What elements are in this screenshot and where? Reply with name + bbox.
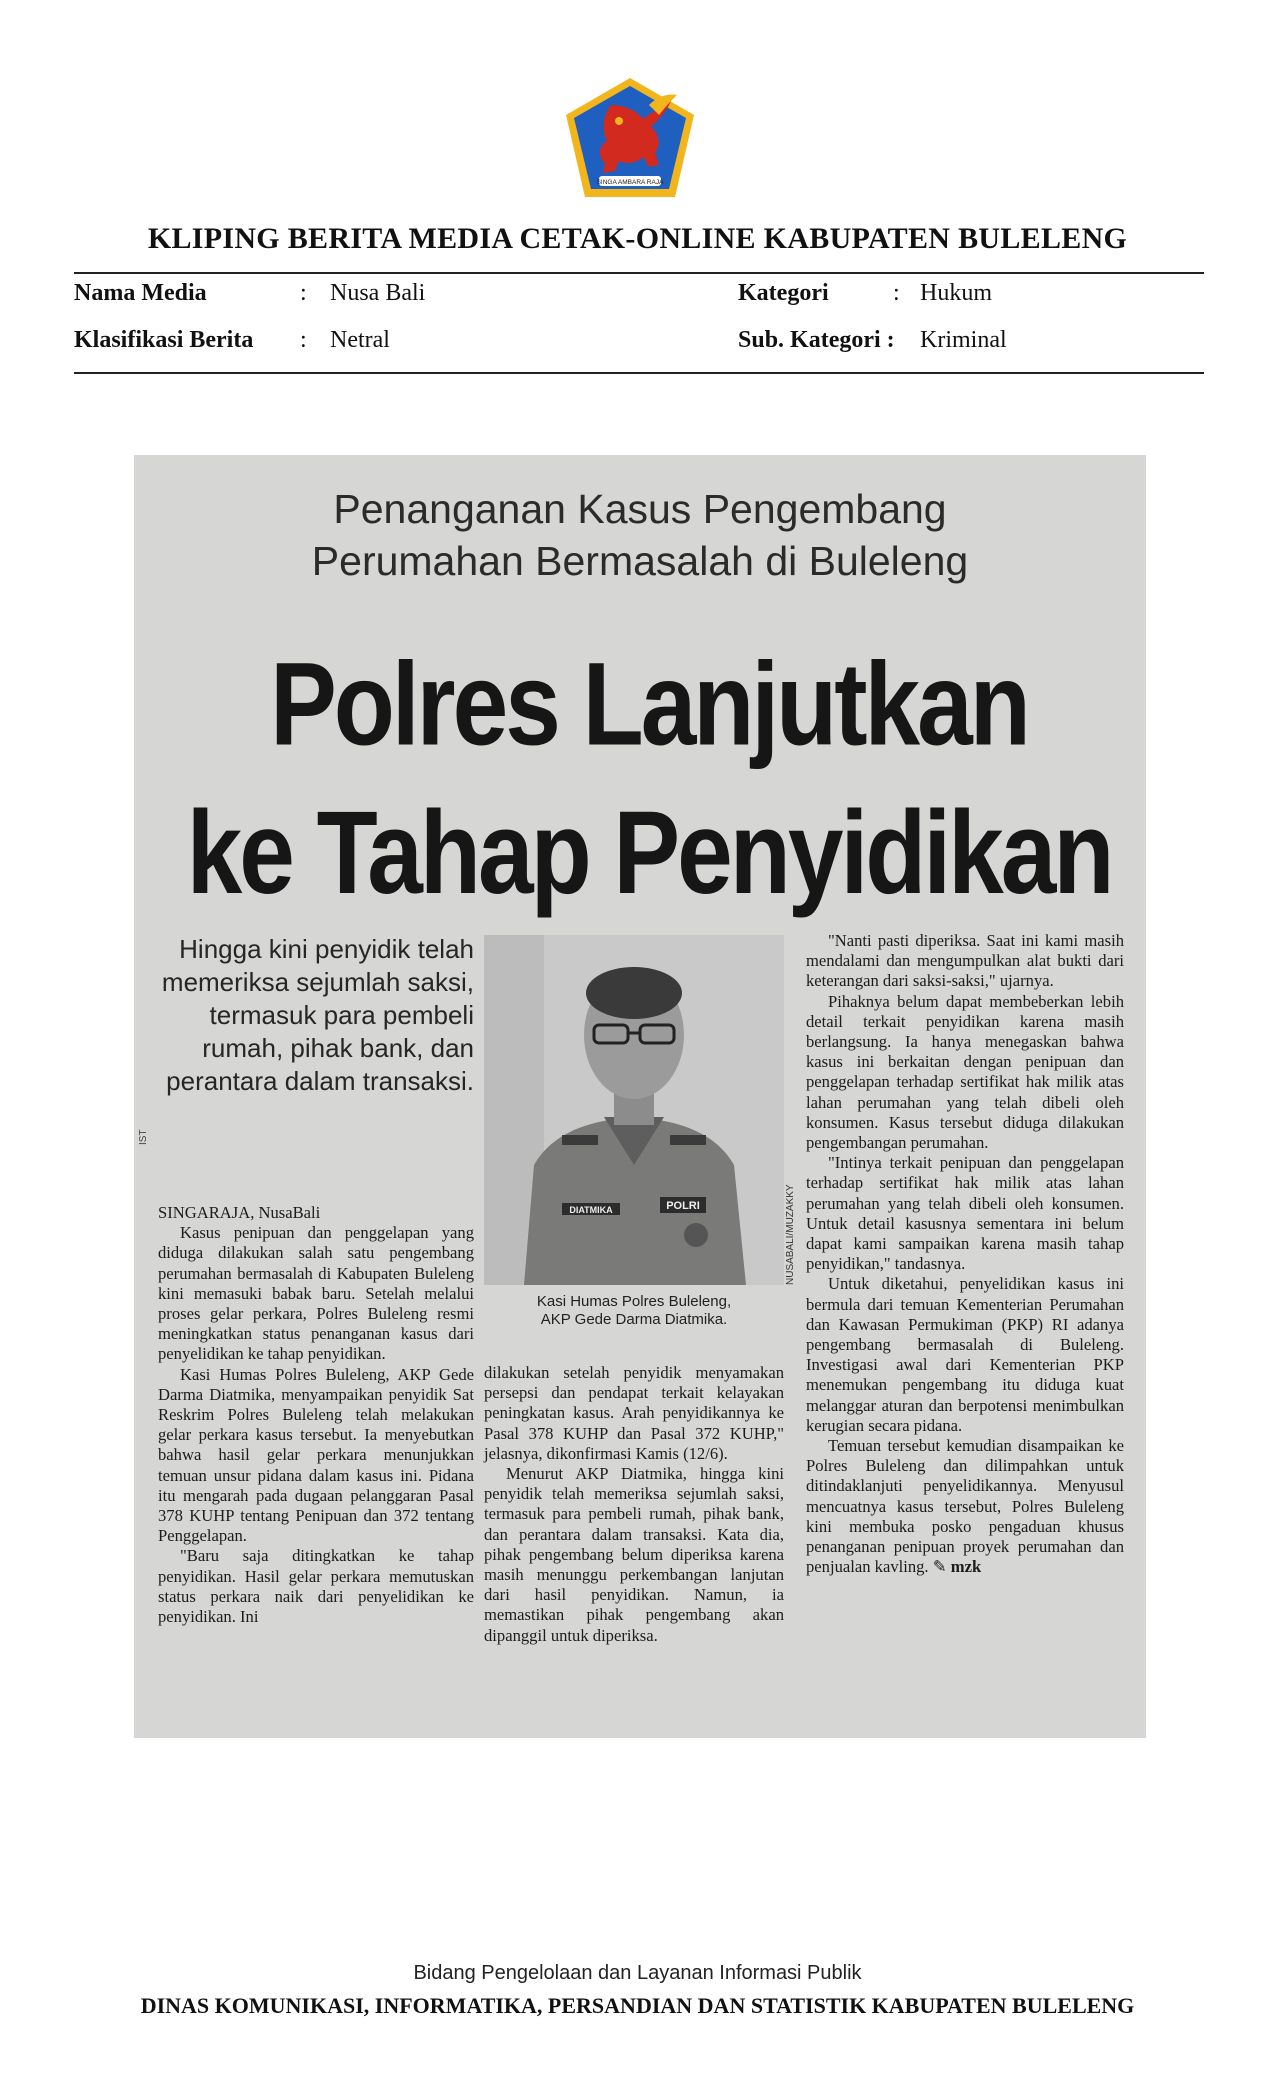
col2-paragraph-1: dilakukan setelah penyidik menyamakan persepsi dan pendapat terkait kelayakan peningkatan kasus. Arah penyidikannya ke Pasal 378 KUHP dan Pasal 372 KUHP," jelasnya, dikonfirmasi Kamis (12/6). bbox=[484, 1363, 784, 1463]
dateline: SINGARAJA, NusaBali bbox=[158, 1203, 321, 1222]
svg-text:POLRI: POLRI bbox=[666, 1200, 700, 1212]
article-kicker bbox=[134, 483, 1146, 587]
klasifikasi-value: Netral bbox=[330, 327, 390, 353]
col3-paragraph-3: "Intinya terkait penipuan dan penggelapan terhadap sertifikat hak milik atas lahan perumahan yang telah dibeli oleh konsumen. Untuk detail kasusnya sementara ini belum dapat kami sampaikan karena masih tahap penyidikan," tandasnya. bbox=[806, 1153, 1124, 1274]
svg-text:SINGA AMBARA RAJA: SINGA AMBARA RAJA bbox=[596, 179, 664, 186]
document-title: KLIPING BERITA MEDIA CETAK-ONLINE KABUPATEN BULELENG bbox=[147, 222, 1128, 255]
nama-media-value: Nusa Bali bbox=[330, 280, 426, 306]
kicker-line-1: Penanganan Kasus Pengembang bbox=[333, 486, 947, 532]
article-column-3 bbox=[806, 931, 1124, 1578]
headline-line-2: ke Tahap Penyidikan bbox=[186, 786, 1112, 920]
col3-paragraph-5-text: Temuan tersebut kemudian disampaikan ke Polres Buleleng dan dilimpahkan untuk ditindaklanjuti penyelidikannya. Menyusul mencuatnya kasus tersebut, Polres Buleleng kini membuka posko pengaduan khusus penanganan penipuan proyek perumahan dan penjualan kavling. bbox=[806, 1436, 1124, 1577]
nama-media-label: Nama Media bbox=[74, 280, 207, 306]
writer-icon: ✎ bbox=[932, 1557, 947, 1577]
caption-line-2: AKP Gede Darma Diatmika. bbox=[540, 1311, 728, 1328]
ist-label: IST bbox=[138, 1129, 149, 1145]
article-column-2 bbox=[484, 1363, 784, 1646]
svg-text:DIATMIKA: DIATMIKA bbox=[569, 1205, 613, 1215]
kicker-line-2: Perumahan Bermasalah di Buleleng bbox=[311, 538, 969, 584]
footer-department: Bidang Pengelolaan dan Layanan Informasi Publik bbox=[413, 1962, 862, 1984]
col1-paragraph-1: Kasus penipuan dan penggelapan yang diduga dilakukan salah satu pengembang perumahan bermasalah di Kabupaten Buleleng kini memasuki babak baru. Setelah melalui proses gelar perkara, Polres Buleleng resmi meningkatkan status penanganan kasus dari penyelidikan ke tahap penyidikan. bbox=[158, 1223, 474, 1364]
sub-kategori-value: Kriminal bbox=[920, 327, 1007, 353]
col3-paragraph-1: "Nanti pasti diperiksa. Saat ini kami masih mendalami dan mengumpulkan alat bukti dari keterangan dari saksi-saksi," ujarnya. bbox=[806, 931, 1124, 991]
col1-paragraph-2: Kasi Humas Polres Buleleng, AKP Gede Darma Diatmika, menyampaikan penyidik Sat Reskrim Polres Buleleng telah melakukan gelar perkara kasus tersebut. Ia menyebutkan bahwa hasil gelar perkara menunjukkan temuan unsur pidana dalam kasus ini. Pidana itu mengarah pada dugaan pelanggaran Pasal 378 KUHP tentang Penipuan dan 372 tentang Penggelapan. bbox=[158, 1364, 474, 1546]
article-headline bbox=[154, 630, 1144, 927]
top-rule bbox=[74, 272, 1204, 274]
headline-line-1: Polres Lanjutkan bbox=[270, 638, 1028, 771]
bottom-rule bbox=[74, 372, 1204, 374]
col3-paragraph-2: Pihaknya belum dapat membeberkan lebih detail terkait penyidikan karena masih berlangsung. Ia hanya menegaskan bahwa kasus ini berkaitan dengan penipuan dan penggelapan terhadap sertifikat hak milik atas lahan perumahan yang telah dibeli oleh konsumen. Kasus tersebut diduga dilakukan pengembangan perumahan. bbox=[806, 991, 1124, 1153]
officer-portrait-icon bbox=[484, 935, 784, 1285]
officer-photo bbox=[484, 935, 784, 1285]
kategori-colon: : bbox=[893, 280, 900, 306]
caption-line-1: Kasi Humas Polres Buleleng, bbox=[536, 1293, 732, 1310]
footer-agency: DINAS KOMUNIKASI, INFORMATIKA, PERSANDIAN DAN STATISTIK KABUPATEN BULELENG bbox=[140, 1993, 1135, 2018]
klasifikasi-colon: : bbox=[300, 327, 307, 353]
newspaper-clipping bbox=[134, 455, 1146, 1738]
nama-media-colon: : bbox=[300, 280, 307, 306]
kategori-value: Hukum bbox=[920, 280, 992, 306]
singa-ambara-raja-logo-icon bbox=[563, 75, 697, 201]
photo-credit: NUSABALI/MUZAKKY bbox=[785, 1184, 796, 1285]
klasifikasi-label: Klasifikasi Berita bbox=[74, 327, 254, 353]
author-signature: mzk bbox=[950, 1557, 982, 1577]
sub-kategori-label: Sub. Kategori : bbox=[738, 327, 895, 353]
col1-paragraph-3: "Baru saja ditingkatkan ke tahap penyidikan. Hasil gelar perkara memutuskan status perkara naik dari penyelidikan ke penyidikan. Ini bbox=[158, 1546, 474, 1627]
col2-paragraph-2: Menurut AKP Diatmika, hingga kini penyidik telah memeriksa sejumlah saksi, termasuk para pembeli rumah, pihak bank, dan perantara dalam transaksi. Kata dia, pihak pengembang belum diperiksa karena masih menunggu perkembangan lanjutan dari hasil penyidikan. Namun, ia memastikan pihak pengembang akan dipanggil untuk diperiksa. bbox=[484, 1464, 784, 1645]
photo-caption bbox=[484, 1293, 784, 1329]
article-column-1 bbox=[158, 1203, 474, 1627]
article-lead: Hingga kini penyidik telah memeriksa sejumlah saksi, termasuk para pembeli rumah, pihak bank, dan perantara dalam transaksi. bbox=[161, 934, 474, 1096]
col3-paragraph-4: Untuk diketahui, penyelidikan kasus ini bermula dari temuan Kementerian Perumahan dan Kawasan Permukiman (PKP) RI adanya pengembang bermasalah di Buleleng. Investigasi awal dari Kementerian PKP menemukan pengembang itu diduga kuat melanggar aturan dan berpotensi menimbulkan kerugian secara pidana. bbox=[806, 1274, 1124, 1435]
kategori-label: Kategori bbox=[738, 280, 829, 306]
col3-paragraph-5 bbox=[806, 1436, 1124, 1577]
